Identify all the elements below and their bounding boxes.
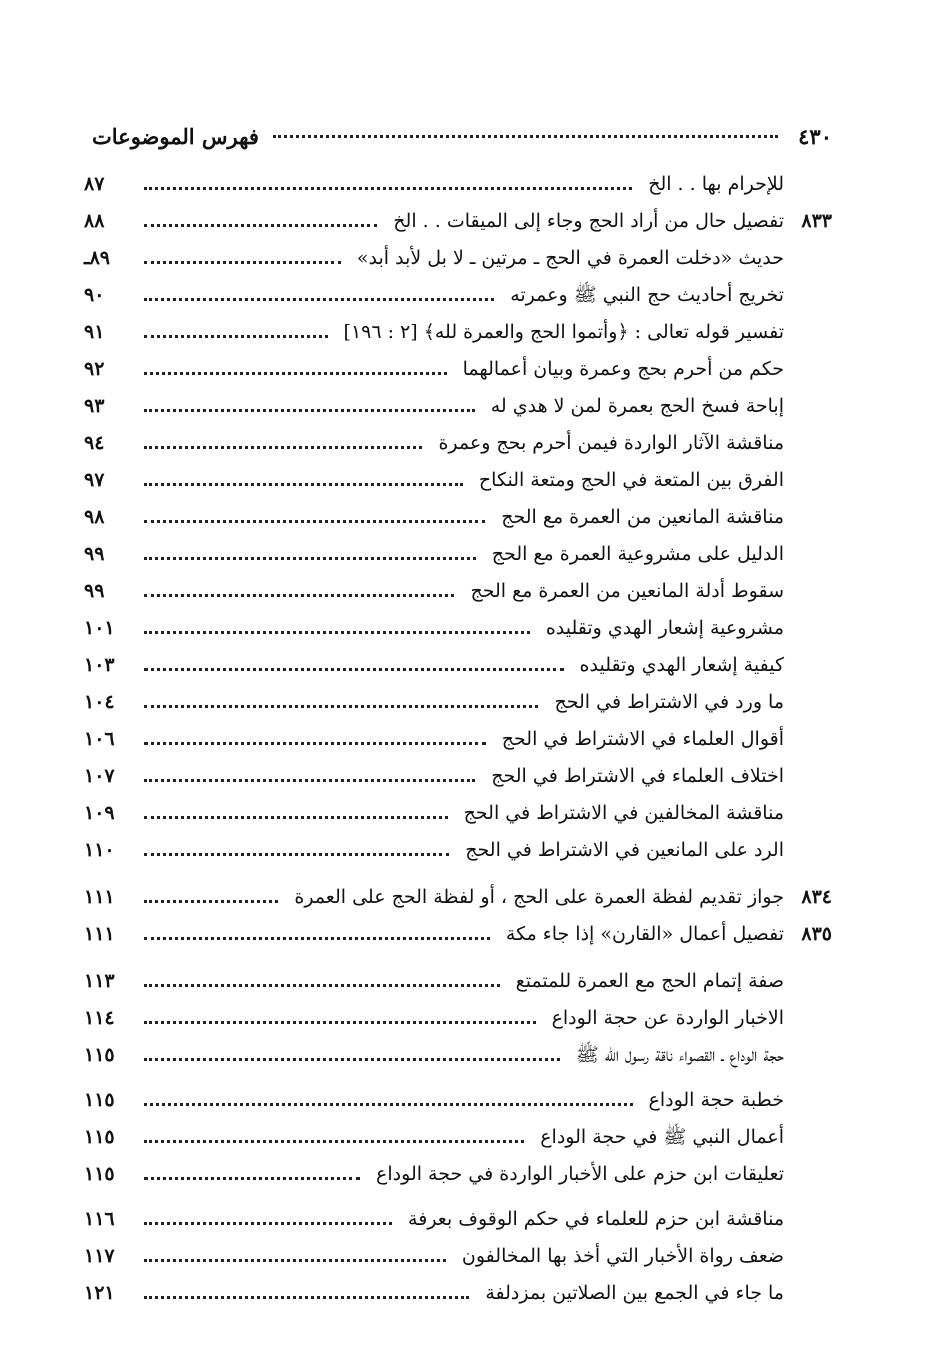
toc-entry — [84, 462, 832, 499]
toc-entry — [84, 1119, 832, 1156]
dot-leader — [144, 984, 500, 987]
entry-title: تفصيل أعمال «القارن» إذا جاء مكة — [505, 923, 784, 945]
row-gap — [84, 953, 832, 963]
entry-page-number: ١٢١ — [84, 1282, 115, 1304]
dot-leader — [144, 779, 475, 782]
entry-page-number: ١٠١ — [84, 617, 115, 639]
dot-leader — [144, 937, 490, 940]
header-page-number: ٤٣٠ — [798, 123, 832, 149]
row-gap — [84, 1193, 832, 1201]
dot-leader — [144, 594, 454, 597]
entry-page-number: ٩٧ — [84, 469, 105, 491]
entry-page-number: ٨٩ـ — [84, 247, 110, 269]
toc-entry — [84, 684, 832, 721]
entry-page-number: ٩٨ — [84, 506, 105, 528]
section-number: ٨٣٤ — [801, 886, 832, 908]
entry-page-number: ١٠٣ — [84, 654, 115, 676]
toc-entry — [84, 1000, 832, 1037]
entry-page-number: ١١٥ — [84, 1089, 115, 1111]
dot-leader — [144, 1222, 392, 1225]
entry-page-number: ٩٩ — [84, 580, 105, 602]
toc-entries — [84, 166, 832, 1312]
entry-title: ما ورد في الاشتراط في الحج — [554, 691, 784, 713]
entry-page-number: ١٠٧ — [84, 765, 115, 787]
entry-title: خطبة حجة الوداع — [648, 1089, 784, 1111]
entry-title: جواز تقديم لفظة العمرة على الحج ، أو لفظة الحج على العمرة — [294, 886, 784, 908]
dot-leader — [144, 1296, 469, 1299]
entry-title: للإحرام بها . . الخ — [648, 173, 784, 195]
toc-entry — [84, 573, 832, 610]
dot-leader — [144, 742, 486, 745]
entry-title: تخريج أحاديث حج النبي ﷺ وعمرته — [510, 284, 784, 306]
toc-entry — [84, 166, 832, 203]
toc-entry — [84, 536, 832, 573]
entry-page-number: ١١٤ — [84, 1007, 115, 1029]
entry-page-number: ١٠٤ — [84, 691, 115, 713]
header-title: فهرس الموضوعات — [92, 123, 259, 149]
toc-entry — [84, 721, 832, 758]
toc-entry — [84, 610, 832, 647]
toc-entry — [84, 879, 832, 916]
entry-title: حجة الوداع ـ القصواء ناقة رسول الله ﷺ — [575, 1044, 784, 1066]
entry-title: أعمال النبي ﷺ في حجة الوداع — [540, 1126, 784, 1148]
entry-title: صفة إتمام الحج مع العمرة للمتمتع — [515, 970, 784, 992]
toc-entry — [84, 277, 832, 314]
entry-title: الفرق بين المتعة في الحج ومتعة النكاح — [478, 469, 784, 491]
entry-title: تفصيل حال من أراد الحج وجاء إلى الميقات . . الخ — [393, 210, 784, 232]
dot-leader — [144, 1021, 536, 1024]
dot-leader — [144, 1140, 524, 1143]
entry-page-number: ٩٤ — [84, 432, 105, 454]
entry-title: مناقشة المخالفين في الاشتراط في الحج — [463, 802, 784, 824]
toc-entry — [84, 963, 832, 1000]
toc-entry — [84, 795, 832, 832]
entry-title: سقوط أدلة المانعين من العمرة مع الحج — [470, 580, 784, 602]
toc-entry — [84, 203, 832, 240]
toc-entry — [84, 647, 832, 684]
dot-leader — [144, 1177, 360, 1180]
entry-page-number: ٨٨ — [84, 210, 105, 232]
dot-leader — [144, 705, 538, 708]
dot-leader — [144, 446, 422, 449]
entry-page-number: ١١١ — [84, 886, 115, 908]
entry-page-number: ١١١ — [84, 923, 115, 945]
row-gap — [84, 1074, 832, 1082]
entry-title: مشروعية إشعار الهدي وتقليده — [545, 617, 784, 639]
entry-page-number: ١١٥ — [84, 1126, 115, 1148]
entry-title: الاخبار الواردة عن حجة الوداع — [551, 1007, 784, 1029]
entry-page-number: ٩٢ — [84, 358, 105, 380]
entry-title: مناقشة ابن حزم للعلماء في حكم الوقوف بعرفة — [408, 1208, 784, 1230]
dot-leader — [144, 520, 485, 523]
toc-entry — [84, 351, 832, 388]
dot-leader — [144, 483, 463, 486]
entry-page-number: ١١٣ — [84, 970, 115, 992]
entry-title: ما جاء في الجمع بين الصلاتين بمزدلفة — [485, 1282, 784, 1304]
dot-leader — [144, 1058, 560, 1061]
toc-entry — [84, 1082, 832, 1119]
entry-page-number: ١١٥ — [84, 1044, 115, 1066]
dot-leader — [144, 1103, 633, 1106]
row-gap — [84, 869, 832, 879]
toc-entry — [84, 916, 832, 953]
dot-leader — [144, 224, 377, 227]
entry-title: اختلاف العلماء في الاشتراط في الحج — [491, 765, 784, 787]
section-number: ٨٣٥ — [801, 923, 832, 945]
section-number: ٨٣٣ — [801, 210, 832, 232]
entry-page-number: ١١٦ — [84, 1208, 115, 1230]
dot-leader — [144, 853, 449, 856]
header-dot-leader — [273, 135, 778, 138]
dot-leader — [144, 261, 341, 264]
entry-title: مناقشة الآثار الواردة فيمن أحرم بحج وعمرة — [438, 432, 784, 454]
entry-page-number: ٩١ — [84, 321, 105, 343]
entry-title: مناقشة المانعين من العمرة مع الحج — [501, 506, 784, 528]
toc-entry — [84, 388, 832, 425]
toc-entry — [84, 425, 832, 462]
dot-leader — [144, 631, 530, 634]
dot-leader — [144, 900, 278, 903]
dot-leader — [144, 372, 447, 375]
entry-page-number: ١١٧ — [84, 1245, 115, 1267]
dot-leader — [144, 816, 448, 819]
toc-entry — [84, 499, 832, 536]
entry-page-number: ١٠٦ — [84, 728, 115, 750]
entry-title: إباحة فسخ الحج بعمرة لمن لا هدي له — [490, 395, 784, 417]
entry-page-number: ٨٧ — [84, 173, 105, 195]
dot-leader — [144, 1259, 446, 1262]
toc-entry — [84, 758, 832, 795]
entry-title: تفسير قوله تعالى : ﴿وأتموا الحج والعمرة لله﴾ [٢ : ١٩٦] — [343, 321, 784, 343]
entry-page-number: ٩٠ — [84, 284, 105, 306]
entry-title: حديث «دخلت العمرة في الحج ـ مرتين ـ لا بل لأبد أبد» — [356, 247, 784, 269]
entry-title: ضعف رواة الأخبار التي أخذ بها المخالفون — [461, 1245, 784, 1267]
toc-entry — [84, 832, 832, 869]
toc-entry — [84, 1275, 832, 1312]
entry-title: تعليقات ابن حزم على الأخبار الواردة في حجة الوداع — [376, 1163, 784, 1185]
page-header — [92, 116, 832, 156]
dot-leader — [144, 187, 632, 190]
entry-title: حكم من أحرم بحج وعمرة وبيان أعمالهما — [462, 358, 784, 380]
toc-entry — [84, 314, 832, 351]
entry-page-number: ٩٣ — [84, 395, 105, 417]
entry-title: أقوال العلماء في الاشتراط في الحج — [501, 728, 784, 750]
entry-title: كيفية إشعار الهدي وتقليده — [579, 654, 784, 676]
entry-page-number: ١١٠ — [84, 839, 115, 861]
dot-leader — [144, 668, 564, 671]
entry-title: الدليل على مشروعية العمرة مع الحج — [491, 543, 784, 565]
entry-page-number: ١١٥ — [84, 1163, 115, 1185]
dot-leader — [144, 298, 494, 301]
toc-entry — [84, 1037, 832, 1074]
entry-title: الرد على المانعين في الاشتراط في الحج — [465, 839, 784, 861]
toc-entry — [84, 240, 832, 277]
dot-leader — [144, 557, 476, 560]
toc-entry — [84, 1156, 832, 1193]
dot-leader — [144, 335, 328, 338]
entry-page-number: ٩٩ — [84, 543, 105, 565]
entry-page-number: ١٠٩ — [84, 802, 115, 824]
toc-entry — [84, 1201, 832, 1238]
toc-entry — [84, 1238, 832, 1275]
dot-leader — [144, 409, 475, 412]
